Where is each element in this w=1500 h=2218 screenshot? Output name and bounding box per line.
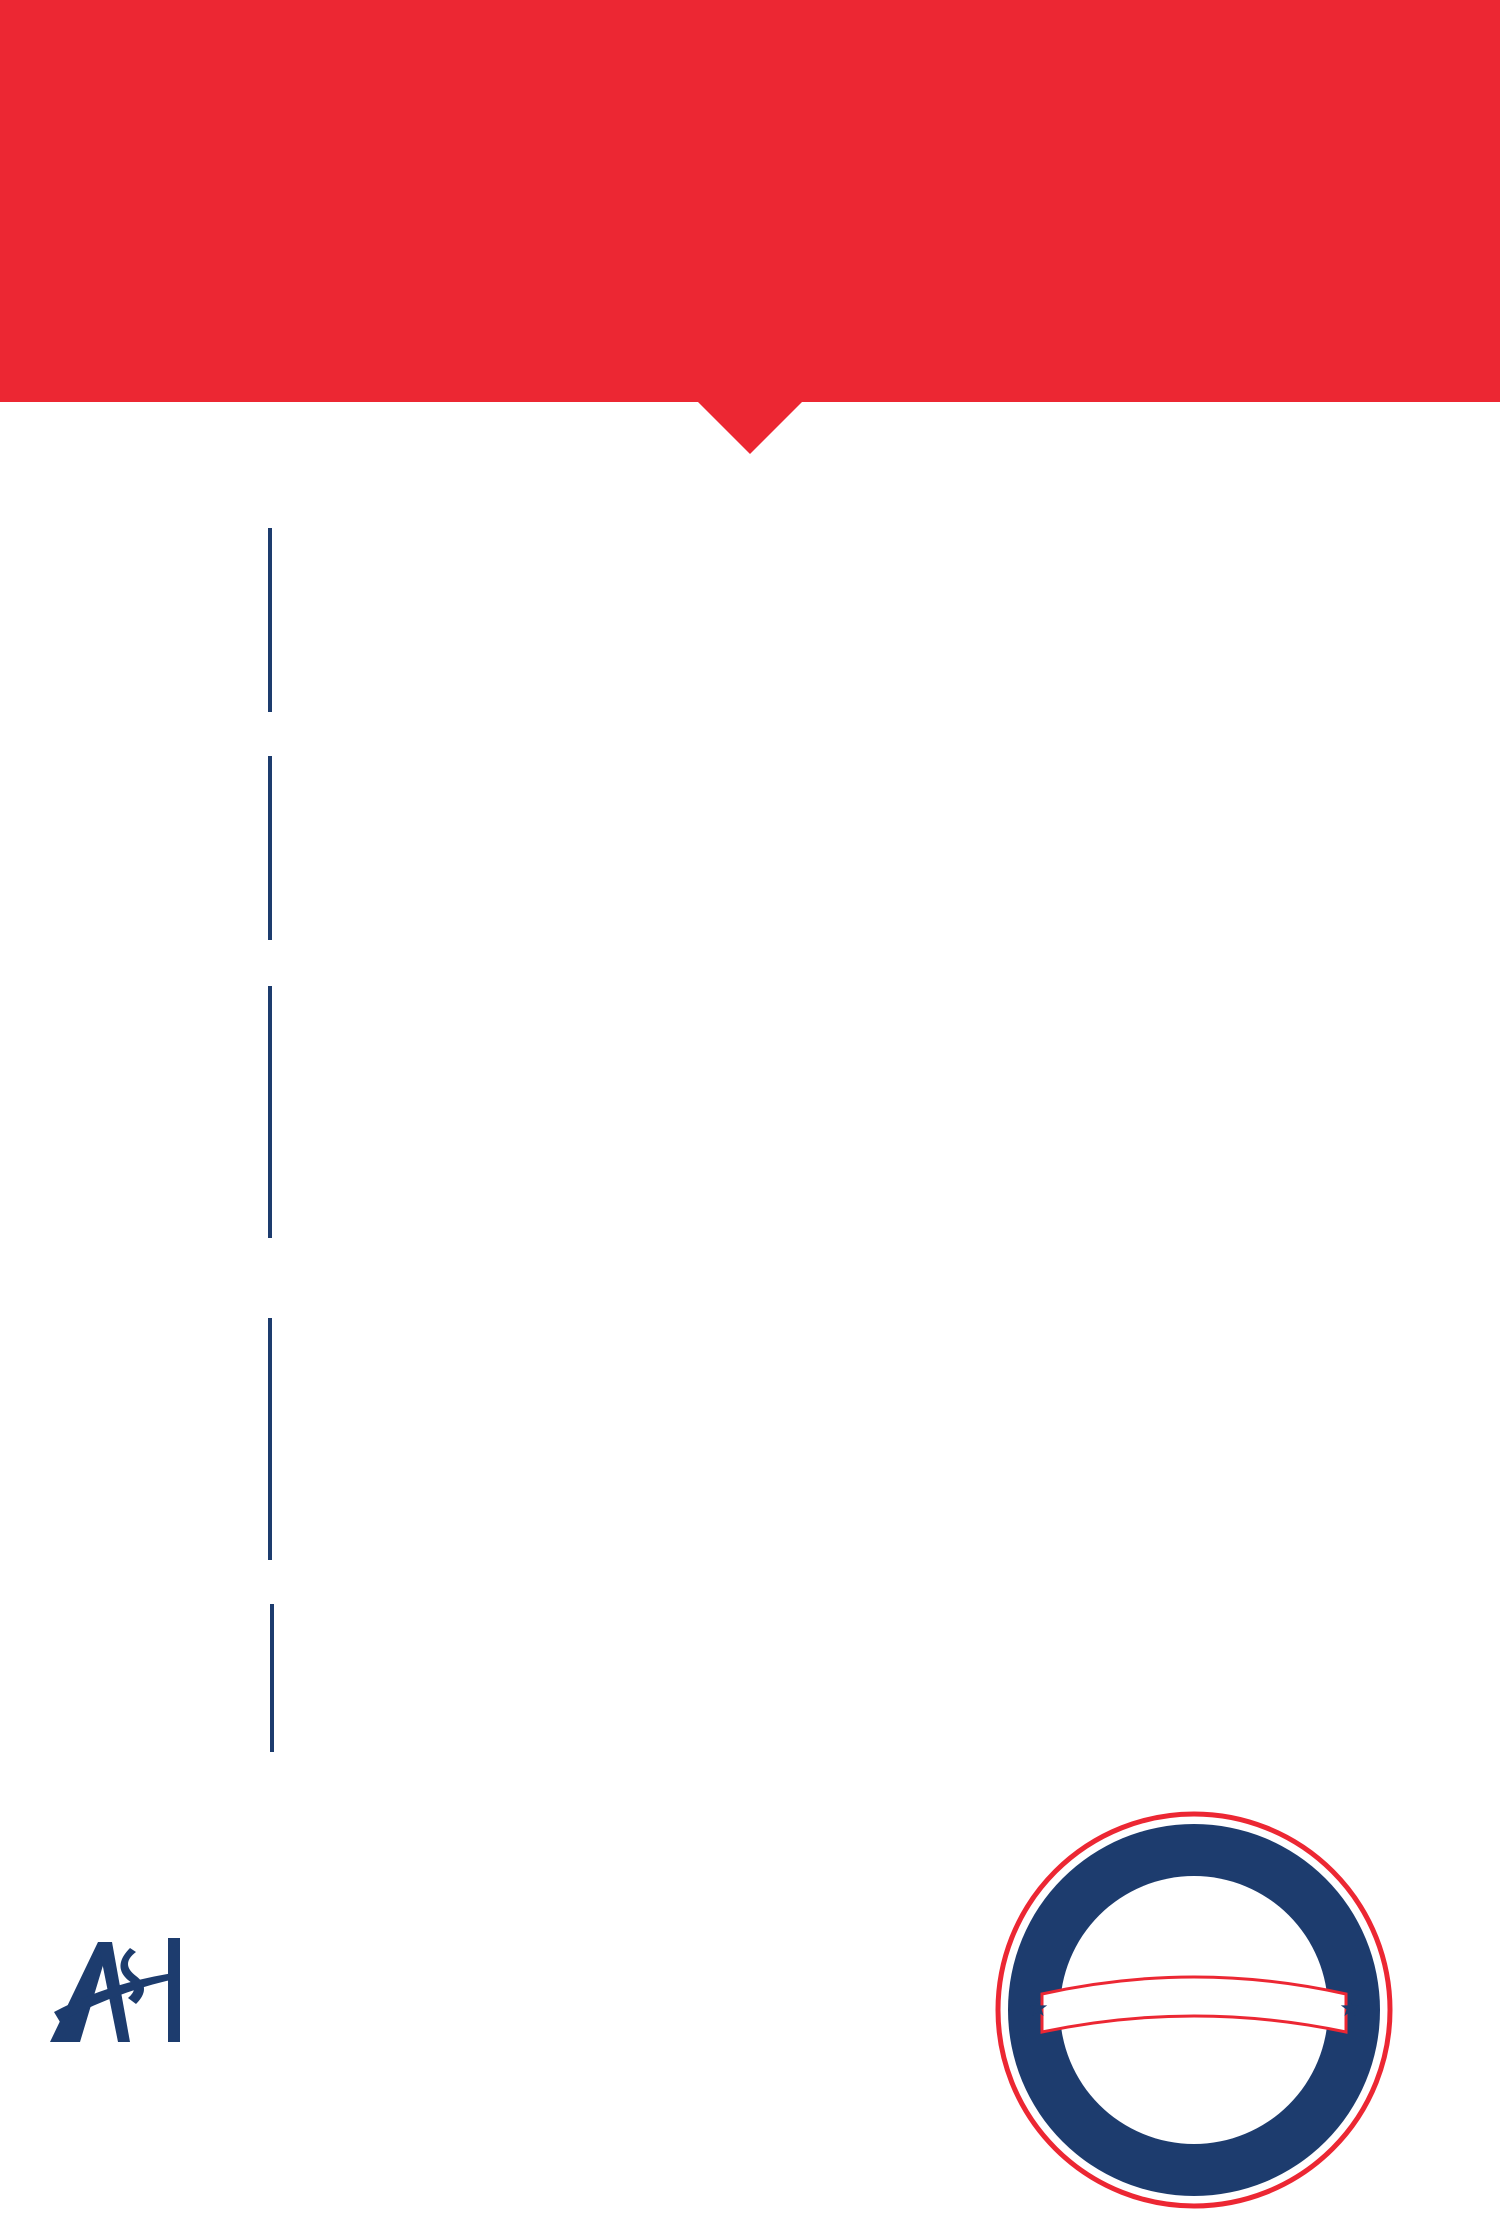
step-divider [270, 1604, 274, 1752]
page-title [0, 175, 1500, 325]
header-banner [0, 0, 1500, 402]
asi-logo [40, 1912, 190, 2062]
step-divider [268, 986, 272, 1238]
banner-stars-bottom [0, 330, 1500, 364]
step-divider [268, 528, 272, 712]
step-divider [268, 756, 272, 940]
footer-star-divider [28, 1836, 908, 1876]
banner-notch [696, 400, 804, 454]
seal-star-right: ★ [1339, 1994, 1361, 2022]
seal-star-left: ★ [1027, 1994, 1049, 2022]
banner-stars-top [0, 130, 1500, 164]
run-2018-seal [972, 1810, 1416, 2210]
step-divider [268, 1318, 272, 1560]
